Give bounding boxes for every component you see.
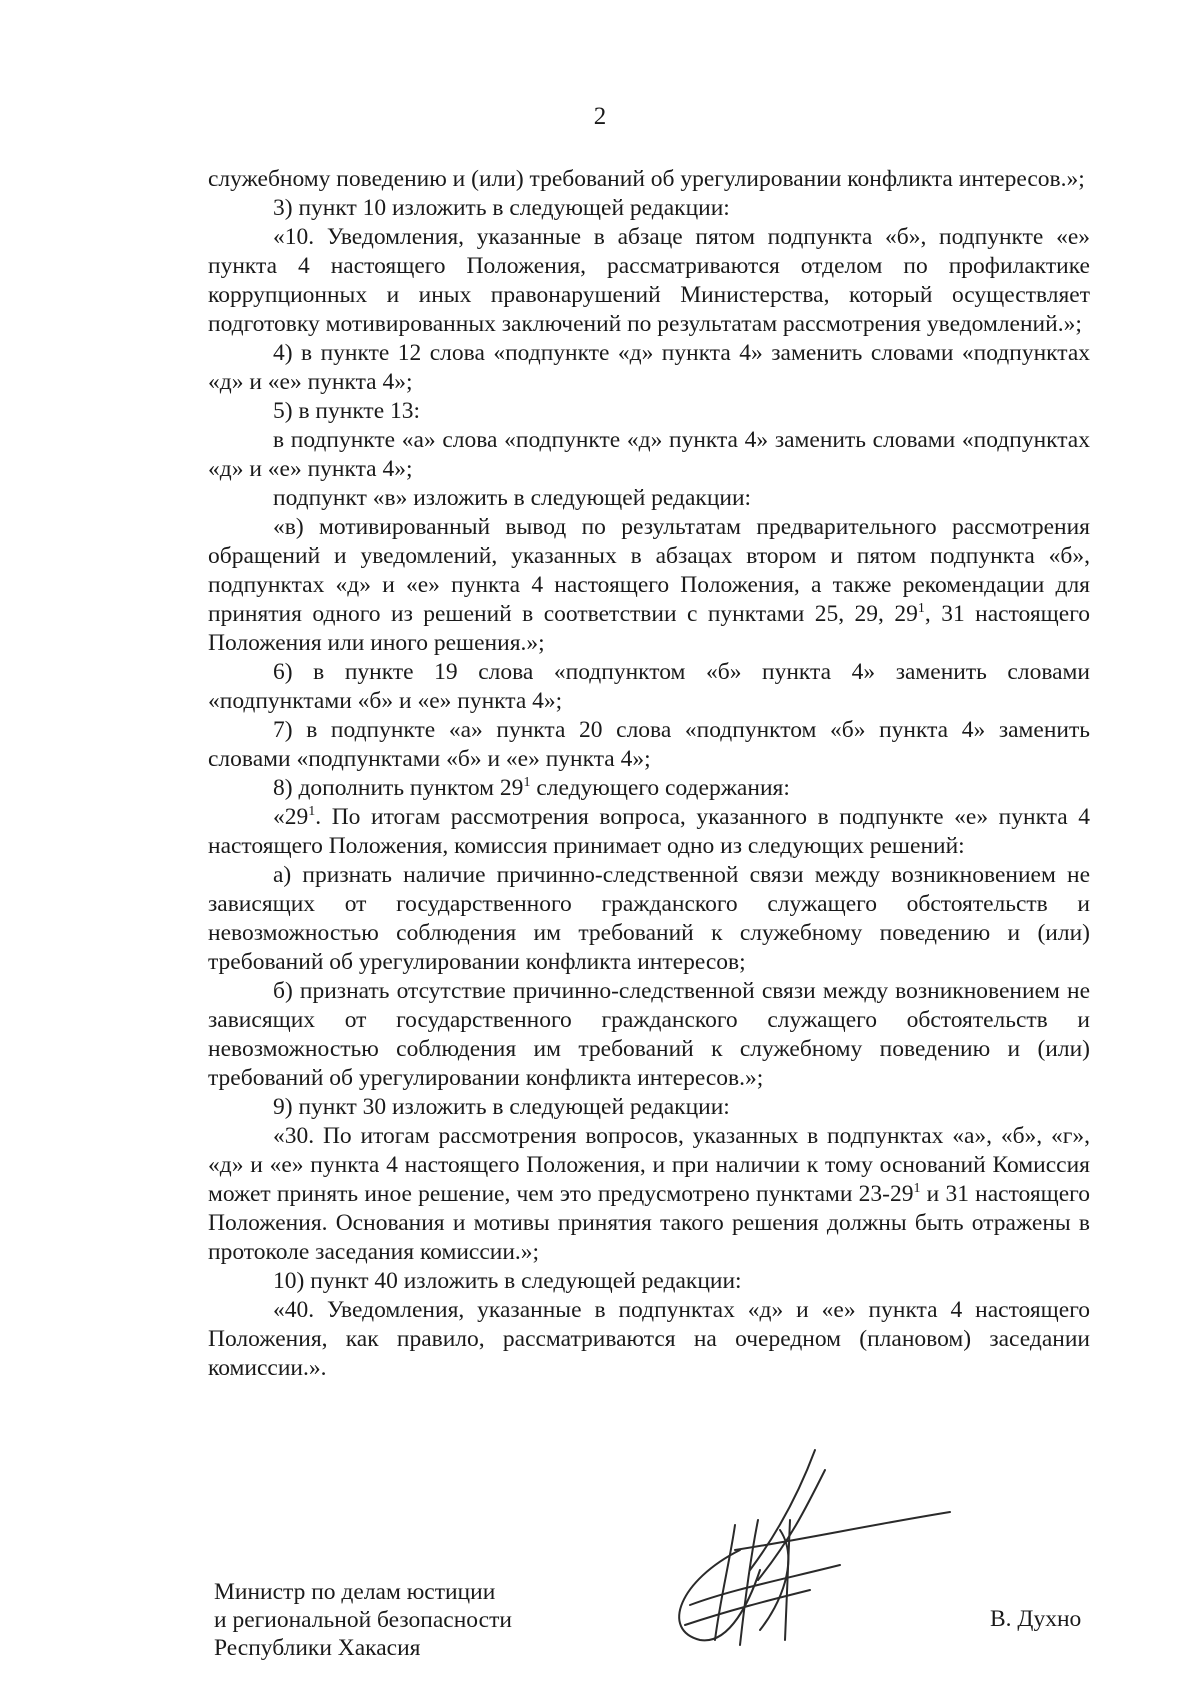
superscript: 1 (913, 1181, 921, 1197)
paragraph-text: в подпункте «а» слова «подпункте «д» пункта 4» заменить словами «подпунктах «д» и «е» пункта 4»; (208, 427, 1090, 482)
paragraph-text: подпункт «в» изложить в следующей редакции: (273, 485, 752, 511)
paragraph-text-tail: . По итогам рассмотрения вопроса, указанного в подпункте «е» пункта 4 настоящего Положения, комиссия принимает одно из следующих решений: (208, 804, 1090, 859)
paragraph-text: «40. Уведомления, указанные в подпунктах «д» и «е» пункта 4 настоящего Положения, как правило, рассматриваются на очередном (плановом) заседании комиссии.». (208, 1297, 1090, 1381)
signatory-title-line: и региональной безопасности (214, 1607, 512, 1633)
paragraph (208, 1122, 1090, 1267)
superscript: 1 (308, 804, 316, 820)
paragraph-text: 7) в подпункте «а» пункта 20 слова «подпунктом «б» пункта 4» заменить словами «подпунктами «б» и «е» пункта 4»; (208, 717, 1090, 772)
paragraph (208, 803, 1090, 861)
paragraph-text: 10) пункт 40 изложить в следующей редакции: (273, 1268, 742, 1294)
paragraph-text-tail: и 31 настоящего Положения. Основания и мотивы принятия такого решения должны быть отражены в протоколе заседания комиссии.»; (208, 1181, 1090, 1265)
signatory-title-line: Республики Хакасия (214, 1635, 421, 1661)
paragraph-text: 5) в пункте 13: (273, 398, 421, 424)
paragraph-text-tail: следующего содержания: (530, 775, 790, 801)
paragraph-text: а) признать наличие причинно-следственной связи между возникновением не зависящих от государственного гражданского служащего обстоятельств и невозможностью соблюдения им требований к служебному поведению и (или) требований об урегулировании конфликта интересов; (208, 862, 1090, 975)
paragraph-text: 4) в пункте 12 слова «подпункте «д» пункта 4» заменить словами «подпунктах «д» и «е» пункта 4»; (208, 340, 1090, 395)
paragraph (208, 1093, 1090, 1122)
paragraph (208, 658, 1090, 716)
paragraph-text: 9) пункт 30 изложить в следующей редакции: (273, 1094, 730, 1120)
paragraph (208, 513, 1090, 658)
superscript: 1 (917, 601, 925, 617)
paragraph (208, 861, 1090, 977)
paragraph-text: «10. Уведомления, указанные в абзаце пятом подпункта «б», подпункте «е» пункта 4 настоящего Положения, рассматриваются отделом по профилактике коррупционных и иных правонарушений Министерства, который осуществляет подготовку мотивированных заключений по результатам рассмотрения уведомлений.»; (208, 224, 1090, 337)
paragraph (208, 223, 1090, 339)
paragraph (208, 194, 1090, 223)
paragraph (208, 774, 1090, 803)
paragraph-text: б) признать отсутствие причинно-следственной связи между возникновением не зависящих от государственного гражданского служащего обстоятельств и невозможностью соблюдения им требований к служебному поведению и (или) требований об урегулировании конфликта интересов.»; (208, 978, 1090, 1091)
paragraph-text: 8) дополнить пунктом 29 (273, 775, 524, 801)
document-body (208, 165, 1090, 1383)
paragraph (208, 426, 1090, 484)
paragraph (208, 716, 1090, 774)
paragraph-text: «в) мотивированный вывод по результатам предварительного рассмотрения обращений и уведомлений, указанных в абзацах втором и пятом подпункта «б», подпунктах «д» и «е» пункта 4 настоящего Положения, а также рекомендации для принятия одного из решений в соответствии с пунктами 25, 29, 29 (208, 514, 1090, 627)
paragraph (208, 339, 1090, 397)
paragraph-text-tail: , 31 настоящего Положения или иного решения.»; (208, 601, 1090, 656)
handwritten-signature (640, 1430, 1000, 1650)
paragraph-text: 3) пункт 10 изложить в следующей редакции: (273, 195, 730, 221)
signatory-title-line: Министр по делам юстиции (214, 1579, 496, 1605)
signatory-title (214, 1578, 512, 1662)
paragraph (208, 1296, 1090, 1383)
paragraph-text: служебному поведению и (или) требований об урегулировании конфликта интересов.»; (208, 166, 1085, 192)
page-number: 2 (593, 103, 607, 130)
paragraph-text: «30. По итогам рассмотрения вопросов, указанных в подпунктах «а», «б», «г», «д» и «е» пункта 4 настоящего Положения, и при наличии к тому оснований Комиссия может принять иное решение, чем это предусмотрено пунктами 23-29 (208, 1123, 1090, 1207)
paragraph (208, 484, 1090, 513)
signer-name: В. Духно (990, 1606, 1082, 1632)
paragraph (208, 977, 1090, 1093)
paragraph (208, 397, 1090, 426)
paragraph (208, 165, 1090, 194)
paragraph-text: «29 (273, 804, 309, 830)
paragraph-text: 6) в пункте 19 слова «подпунктом «б» пункта 4» заменить словами «подпунктами «б» и «е» пункта 4»; (208, 659, 1090, 714)
paragraph (208, 1267, 1090, 1296)
superscript: 1 (523, 775, 531, 791)
